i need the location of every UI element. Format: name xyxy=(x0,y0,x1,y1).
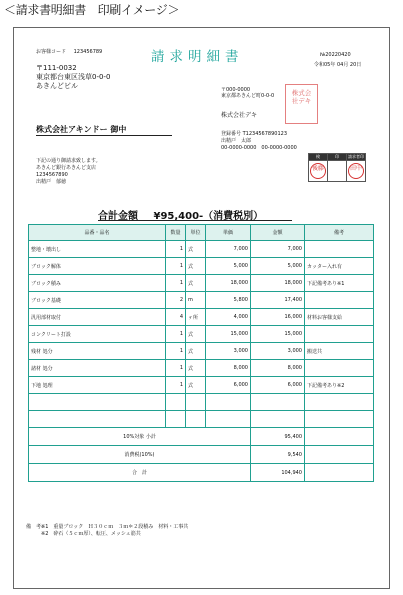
item-amount xyxy=(251,411,305,428)
subtotal-note xyxy=(305,428,374,446)
item-amount: 8,000 xyxy=(251,360,305,377)
table-row xyxy=(29,326,374,343)
header-name: 品番・品名 xyxy=(29,225,166,241)
item-name: 残材 処分 xyxy=(29,343,166,360)
item-amount: 5,000 xyxy=(251,258,305,275)
item-unit: ヶ所 xyxy=(186,309,206,326)
table-row xyxy=(29,394,374,411)
item-price: 18,000 xyxy=(206,275,251,292)
subtotal-label: 10%対象 小計 xyxy=(29,428,251,446)
item-price: 8,000 xyxy=(206,360,251,377)
notes-label: 備 考： xyxy=(26,524,47,530)
item-unit: 式 xyxy=(186,326,206,343)
seal-header-3: 請求者印 xyxy=(348,154,364,159)
client-postal: 〒111-0032 xyxy=(36,64,77,72)
issuer-postal: 〒000-0000 xyxy=(221,87,251,93)
client-name-underline xyxy=(36,135,172,136)
item-price: 5,000 xyxy=(206,258,251,275)
header-price: 単価 xyxy=(206,225,251,241)
item-name xyxy=(29,411,166,428)
item-note: 下記備考あり※2 xyxy=(305,377,374,394)
table-row xyxy=(29,411,374,428)
client-address xyxy=(36,64,110,91)
item-unit: 式 xyxy=(186,275,206,292)
item-amount: 3,000 xyxy=(251,343,305,360)
table-row xyxy=(29,309,374,326)
issuer-registration: 登録番号 T1234567890123 xyxy=(221,131,287,137)
document-number: №20220420 xyxy=(320,52,351,58)
item-note xyxy=(305,360,374,377)
item-price: 3,000 xyxy=(206,343,251,360)
item-note xyxy=(305,411,374,428)
item-note: 搬送共 xyxy=(305,343,374,360)
item-amount: 7,000 xyxy=(251,241,305,258)
item-note: 材料お客様支給 xyxy=(305,309,374,326)
item-price xyxy=(206,394,251,411)
item-unit xyxy=(186,411,206,428)
table-row xyxy=(29,360,374,377)
issuer-address: 東京都あきんど町0-0-0 xyxy=(221,93,275,99)
table-header-row xyxy=(29,225,374,241)
customer-code-label: お客様コード xyxy=(36,49,67,55)
item-unit: 式 xyxy=(186,343,206,360)
item-unit: m xyxy=(186,292,206,309)
item-note: 下記備考あり※1 xyxy=(305,275,374,292)
item-name: 整地・壊出し xyxy=(29,241,166,258)
note-line-2: ※2 砕石（５ｃｍ厚）、転圧、メッシュ筋共 xyxy=(41,531,141,537)
item-name: 諸材 処分 xyxy=(29,360,166,377)
tax-label: 消費税(10%) xyxy=(29,446,251,464)
item-qty: 1 xyxy=(166,326,186,343)
item-amount: 6,000 xyxy=(251,377,305,394)
item-note xyxy=(305,241,374,258)
item-price: 15,000 xyxy=(206,326,251,343)
table-row xyxy=(29,258,374,275)
item-note xyxy=(305,394,374,411)
table-row xyxy=(29,275,374,292)
seal-cell-3 xyxy=(347,161,366,182)
seal-header-2: 印 xyxy=(328,154,347,161)
item-qty xyxy=(166,411,186,428)
grand-total-label: 合 計 xyxy=(29,464,251,482)
item-unit: 式 xyxy=(186,241,206,258)
bank-holder: 出精戸 郁徳 xyxy=(36,179,67,185)
item-qty: 1 xyxy=(166,241,186,258)
total-amount: ¥95,400-（消費税別） xyxy=(153,211,264,222)
table-row xyxy=(29,343,374,360)
item-unit: 式 xyxy=(186,258,206,275)
header-note: 備考 xyxy=(305,225,374,241)
tax-note xyxy=(305,446,374,464)
items-table xyxy=(28,224,374,482)
client-address-line-1: 東京都台東区浅草0-0-0 xyxy=(36,73,111,81)
table-row xyxy=(29,377,374,394)
document-title: 請求明細書 xyxy=(151,49,244,65)
table-row xyxy=(29,241,374,258)
issuer-phone: 00-0000-0000 00-0000-0000 xyxy=(221,145,297,151)
company-stamp xyxy=(285,84,318,124)
item-qty: 2 xyxy=(166,292,186,309)
item-amount xyxy=(251,394,305,411)
item-price: 7,000 xyxy=(206,241,251,258)
item-qty: 1 xyxy=(166,360,186,377)
bank-name: あきんど銀行あきんど支店 xyxy=(36,165,97,171)
item-amount: 17,400 xyxy=(251,292,305,309)
seal-header-1: 検 xyxy=(309,154,328,161)
item-qty: 4 xyxy=(166,309,186,326)
company-stamp-text: 株式会社デキ xyxy=(291,89,312,105)
customer-code xyxy=(36,49,102,55)
issuer-name: 株式会社デキ xyxy=(221,112,258,119)
seal-cell-2 xyxy=(328,161,347,182)
item-unit xyxy=(186,394,206,411)
bank-account: 1234567890 xyxy=(36,172,68,178)
customer-code-value: 123456789 xyxy=(73,49,103,55)
item-qty: 1 xyxy=(166,343,186,360)
tax-row xyxy=(29,446,374,464)
item-amount: 18,000 xyxy=(251,275,305,292)
item-qty: 1 xyxy=(166,258,186,275)
total-label: 合計金額 xyxy=(98,211,138,222)
header-qty: 数量 xyxy=(166,225,186,241)
table-row xyxy=(29,292,374,309)
client-address-line-2: あきんどビル xyxy=(36,82,78,90)
item-name: ブロック解体 xyxy=(29,258,166,275)
item-amount: 15,000 xyxy=(251,326,305,343)
page-heading: ＜請求書明細書 印刷イメージ＞ xyxy=(4,3,180,17)
item-name: コンクリート打設 xyxy=(29,326,166,343)
item-note xyxy=(305,326,374,343)
item-rows xyxy=(29,241,374,428)
item-amount: 16,000 xyxy=(251,309,305,326)
item-note: カッター入れ有 xyxy=(305,258,374,275)
grand-total-note xyxy=(305,464,374,482)
item-qty xyxy=(166,394,186,411)
header-unit: 単位 xyxy=(186,225,206,241)
item-name: 下地 処理 xyxy=(29,377,166,394)
seal-stamp-1: 後藤 xyxy=(310,163,326,179)
subtotal-row xyxy=(29,428,374,446)
item-name: ブロック基礎 xyxy=(29,292,166,309)
item-name: ブロック積み xyxy=(29,275,166,292)
item-name xyxy=(29,394,166,411)
seal-stamp-2: 田中 xyxy=(348,163,364,179)
note-line-1: ※1 重量ブロック Ｈ３０ｃｍ ３ｍ＊２段積み 材料・工事共 xyxy=(41,524,189,530)
item-price: 4,000 xyxy=(206,309,251,326)
item-name: 汎用部材取付 xyxy=(29,309,166,326)
document-date: 令和05年 04月 20日 xyxy=(314,62,362,68)
grand-total-row xyxy=(29,464,374,482)
seal-cell-1 xyxy=(309,161,328,182)
invoice-sheet xyxy=(13,27,390,589)
item-price xyxy=(206,411,251,428)
seal-table xyxy=(308,153,366,182)
item-price: 6,000 xyxy=(206,377,251,394)
issuer-person: 出精戸 太郎 xyxy=(221,138,252,144)
subtotal-value: 95,400 xyxy=(251,428,305,446)
tax-value: 9,540 xyxy=(251,446,305,464)
total-underline xyxy=(98,220,292,221)
item-price: 5,800 xyxy=(206,292,251,309)
client-name: 株式会社アキンドー 御中 xyxy=(36,125,127,134)
grand-total-value: 104,940 xyxy=(251,464,305,482)
item-qty: 1 xyxy=(166,275,186,292)
bank-intro: 下記の通り御請求致します。 xyxy=(36,158,101,164)
item-qty: 1 xyxy=(166,377,186,394)
item-note xyxy=(305,292,374,309)
item-unit: 式 xyxy=(186,360,206,377)
header-amount: 金額 xyxy=(251,225,305,241)
item-unit: 式 xyxy=(186,377,206,394)
